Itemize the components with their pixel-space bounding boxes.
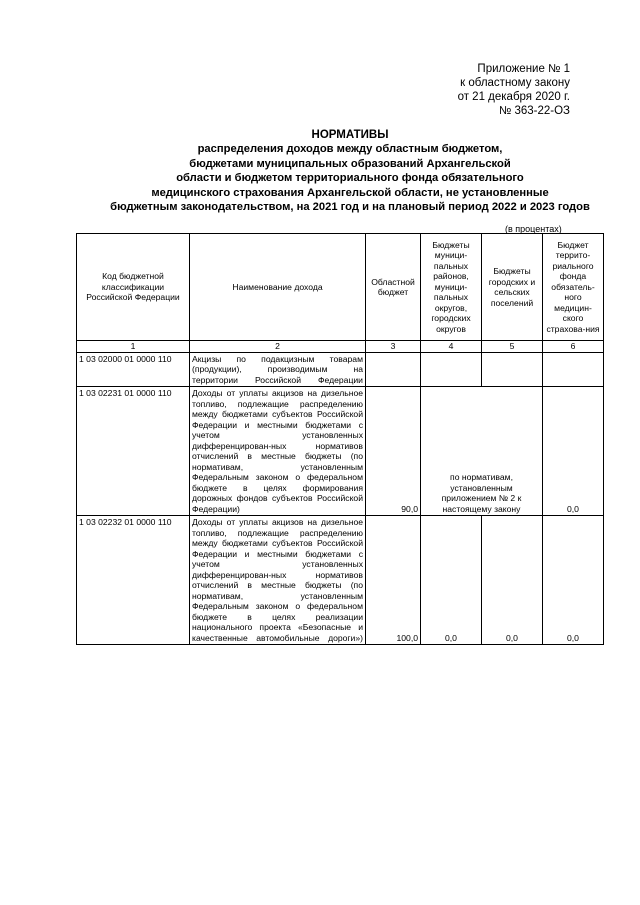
row-municipal-value: 0,0 [421,516,482,645]
row-income-name: Доходы от уплаты акцизов на дизельное топливо, подлежащие распределению между бюджетами субъектов Российской Федерации и местными бюджетами с учетом установленных дифференцирован-ных нормативов отчислений в местные бюджеты (по нормативам, установленным Федеральным законом о федеральном бюджете в целях формирования дорожных фондов субъектов Российской Федерации) [190,387,366,516]
row-merged-normative: по нормативам, установленным приложением № 2 к настоящему закону [421,387,543,516]
row-income-name: Доходы от уплаты акцизов на дизельное топливо, подлежащие распределению между бюджетами субъектов Российской Федерации и местными бюджетами с учетом установленных дифференцирован-ных нормативов отчислений в местные бюджеты (по нормативам, установленным Федеральным законом о федеральном бюджете в целях реализации национального проекта «Безопасные и качественные автомобильные дороги») [190,516,366,645]
unit-note: (в процентах) [505,224,562,234]
row-settlements-value: 0,0 [482,516,543,645]
appendix-line: № 363-22-ОЗ [498,105,570,117]
heading-line: бюджетным законодательством, на 2021 год и на плановый период 2022 и 2023 годов [110,201,590,214]
table-row [77,387,604,516]
normatives-table [76,233,604,645]
header-municipal: Бюджеты муници-пальных районов, муници-пальных округов, городских округов [421,234,482,341]
column-number: 2 [190,341,366,353]
row-code: 1 03 02231 01 0000 110 [77,387,190,516]
row-settlements-value [482,352,543,387]
header-settlements: Бюджеты городских и сельских поселений [482,234,543,341]
row-tfoms-value: 0,0 [543,516,604,645]
header-regional: Областной бюджет [366,234,421,341]
appendix-reference [458,62,570,118]
table-header-row [77,234,604,341]
header-tfoms: Бюджет террито-риального фонда обязатель-ного медицин-ского страхова-ния [543,234,604,341]
appendix-line: от 21 декабря 2020 г. [457,91,570,103]
column-number-row [77,341,604,353]
row-regional-value [366,352,421,387]
row-municipal-value [421,352,482,387]
row-tfoms-value: 0,0 [543,387,604,516]
table-row [77,352,604,387]
row-code: 1 03 02000 01 0000 110 [77,352,190,387]
appendix-line: к областному закону [460,77,570,89]
column-number: 6 [543,341,604,353]
heading-line: распределения доходов между областным бюджетом, [197,143,503,156]
heading-line: области и бюджетом территориального фонда обязательного [176,172,524,185]
row-regional-value: 100,0 [366,516,421,645]
heading-line: бюджетами муниципальных образований Архангельской [189,157,511,170]
column-number: 1 [77,341,190,353]
document-heading [60,128,640,214]
row-regional-value: 90,0 [366,387,421,516]
column-number: 3 [366,341,421,353]
header-code: Код бюджетной классификации Российской Федерации [77,234,190,341]
column-number: 4 [421,341,482,353]
heading-line: медицинского страхования Архангельской области, не установленные [151,186,549,199]
document-title: НОРМАТИВЫ [311,129,389,141]
table-row [77,516,604,645]
row-code: 1 03 02232 01 0000 110 [77,516,190,645]
column-number: 5 [482,341,543,353]
row-tfoms-value [543,352,604,387]
header-name: Наименование дохода [190,234,366,341]
row-income-name: Акцизы по подакцизным товарам (продукции), производимым на территории Российской Федерации [190,352,366,387]
appendix-line: Приложение № 1 [477,63,570,75]
